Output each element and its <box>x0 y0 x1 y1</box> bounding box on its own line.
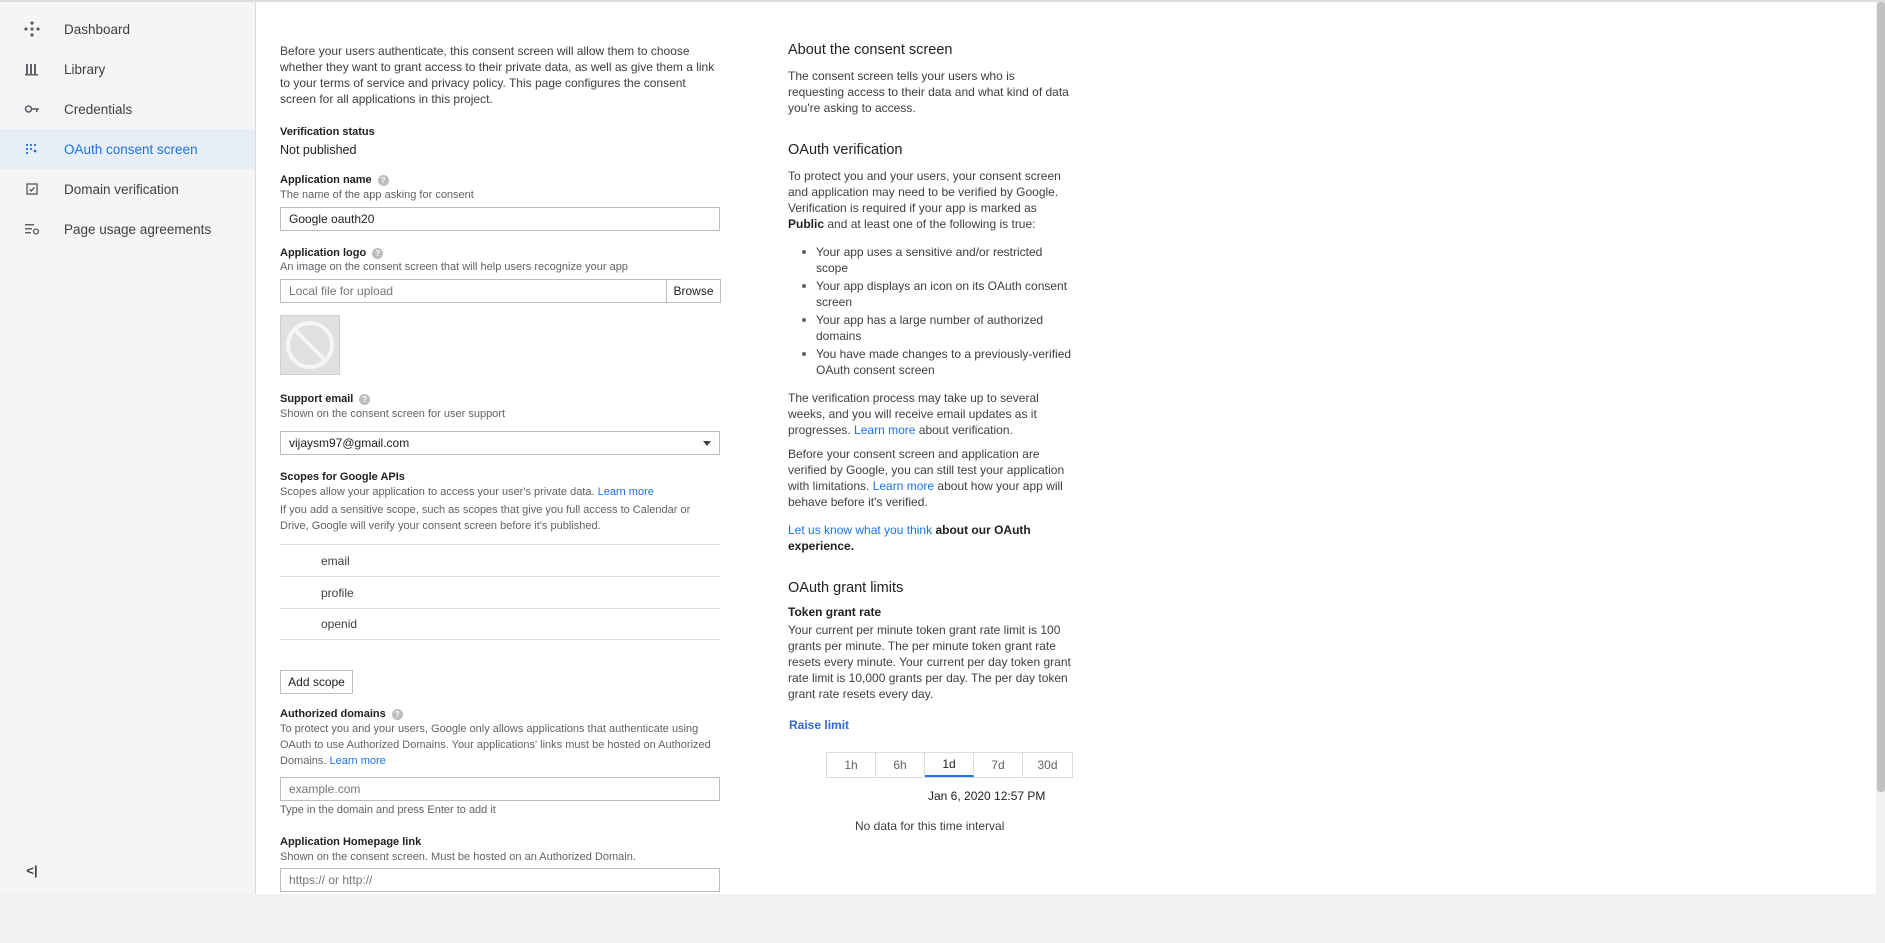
browse-button[interactable]: Browse <box>666 279 721 303</box>
sidebar-item-label: Domain verification <box>64 181 179 197</box>
process-text: The verification process may take up to several weeks, and you will receive email updates as it progresses. Learn more about verification. <box>788 391 1039 437</box>
app-logo-desc: An image on the consent screen that will help users recognize your app <box>280 261 628 273</box>
homepage-link-input[interactable]: https:// or http:// <box>280 868 720 892</box>
feedback-link[interactable]: Let us know what you think <box>788 523 933 537</box>
settings-list-icon <box>22 219 42 239</box>
verification-status-label: Verification status <box>280 126 375 138</box>
checkbox-icon <box>22 179 42 199</box>
list-item: You have made changes to a previously-verified OAuth consent screen <box>788 346 1073 378</box>
app-name-desc: The name of the app asking for consent <box>280 189 474 201</box>
help-icon[interactable]: ? <box>372 248 383 259</box>
scope-row[interactable]: email <box>280 544 720 576</box>
app-logo-label: Application logo ? <box>280 247 383 259</box>
dashboard-icon <box>22 19 42 39</box>
homepage-link-desc: Shown on the consent screen. Must be hosted on an Authorized Domain. <box>280 851 636 863</box>
library-icon <box>22 59 42 79</box>
sidebar-item-page-usage-agreements[interactable] <box>0 209 255 249</box>
bottom-strip <box>0 894 1885 943</box>
behavior-learn-more-link[interactable]: Learn more <box>872 479 935 493</box>
verification-text: To protect you and your users, your consent screen and application may need to be verified by Google. Verification is required if your app is marked as Public and at least one of the following is true: <box>788 169 1061 231</box>
logo-placeholder <box>280 315 340 375</box>
homepage-link-label: Application Homepage link <box>280 836 422 848</box>
intro-text: Before your users authenticate, this consent screen will allow them to choose whether they want to grant access to their private data, as well as give them a link to your terms of service and privacy policy. This page configures the consent screen for all applications in this project. <box>280 44 715 106</box>
sidebar-item-oauth-consent-screen[interactable] <box>0 129 255 169</box>
tab-7d[interactable]: 7d <box>974 753 1023 777</box>
scopes-learn-more-link[interactable]: Learn more <box>597 486 654 498</box>
help-icon[interactable]: ? <box>378 175 389 186</box>
tab-6h[interactable]: 6h <box>876 753 925 777</box>
about-title: About the consent screen <box>788 42 953 58</box>
verification-status-value: Not published <box>280 143 357 157</box>
scope-row[interactable]: openid <box>280 608 720 640</box>
dropdown-arrow-icon <box>703 441 711 446</box>
list-item: Your app has a large number of authorized domains <box>788 312 1073 344</box>
domains-learn-more-link[interactable]: Learn more <box>329 755 386 767</box>
token-rate-text: Your current per minute token grant rate limit is 100 grants per minute. The per minute token grant rate resets every minute. Your current per day token grant rate limit is 10,000 grants per day. The per day token grant rate resets every day. <box>788 623 1071 701</box>
scopes-desc: Scopes allow your application to access your user's private data. Learn more <box>280 486 654 498</box>
chart-timestamp: Jan 6, 2020 12:57 PM <box>928 789 1046 803</box>
collapse-sidebar-icon[interactable]: <| <box>26 862 38 878</box>
about-text: The consent screen tells your users who is requesting access to their data and what kind of data you're asking to access. <box>788 69 1069 115</box>
before-verified-text: Before your consent screen and application are verified by Google, you can still test your application with limitations. Learn more about how your app will behave before it's verified. <box>788 447 1065 509</box>
sidebar-item-dashboard[interactable] <box>0 9 255 49</box>
consent-icon <box>22 139 42 159</box>
raise-limit-link[interactable]: Raise limit <box>789 718 850 732</box>
sidebar-item-label: Page usage agreements <box>64 221 212 237</box>
authorized-domains-hint: Type in the domain and press Enter to add it <box>280 804 496 816</box>
scopes-desc2: If you add a sensitive scope, such as scopes that give you full access to Calendar or Drive, Google will verify your consent screen before it's published. <box>280 504 691 532</box>
sidebar <box>0 2 256 894</box>
support-email-label: Support email ? <box>280 393 370 405</box>
help-icon[interactable]: ? <box>392 709 403 720</box>
token-rate-label: Token grant rate <box>788 605 882 619</box>
add-scope-button[interactable]: Add scope <box>280 670 353 694</box>
verification-criteria-list <box>788 244 1073 380</box>
sidebar-item-label: Dashboard <box>64 21 131 37</box>
list-item: Your app uses a sensitive and/or restricted scope <box>788 244 1073 276</box>
help-icon[interactable]: ? <box>359 394 370 405</box>
feedback-text: Let us know what you think about our OAuth experience. <box>788 523 1031 553</box>
scopes-label: Scopes for Google APIs <box>280 471 405 483</box>
authorized-domains-desc: To protect you and your users, Google only allows applications that authenticate using OAuth to use Authorized Domains. Your applications' links must be hosted on Authorized Domains. Learn more <box>280 723 711 767</box>
verification-learn-more-link[interactable]: Learn more <box>854 423 916 437</box>
tab-1d[interactable]: 1d <box>925 753 974 777</box>
sidebar-item-label: Library <box>64 61 106 77</box>
authorized-domains-label: Authorized domains ? <box>280 708 403 720</box>
authorized-domain-input[interactable]: example.com <box>280 777 720 801</box>
sidebar-item-library[interactable] <box>0 49 255 89</box>
tab-30d[interactable]: 30d <box>1037 758 1058 772</box>
scrollbar-thumb[interactable] <box>1877 2 1885 792</box>
top-border <box>0 0 1885 2</box>
scope-row[interactable]: profile <box>280 576 720 608</box>
grant-limits-title: OAuth grant limits <box>788 580 904 596</box>
sidebar-item-label: Credentials <box>64 101 133 117</box>
app-name-label: Application name ? <box>280 174 389 186</box>
sidebar-item-label: OAuth consent screen <box>64 141 198 157</box>
logo-file-input[interactable]: Local file for upload <box>280 279 667 303</box>
sidebar-item-credentials[interactable] <box>0 89 255 129</box>
app-name-input[interactable]: Google oauth20 <box>280 207 720 231</box>
support-email-desc: Shown on the consent screen for user support <box>280 408 506 420</box>
no-data-message: No data for this time interval <box>855 819 1005 833</box>
time-range-tabs <box>826 752 1073 778</box>
verification-title: OAuth verification <box>788 142 903 158</box>
key-icon <box>22 99 42 119</box>
support-email-value: vijaysm97@gmail.com <box>289 436 410 450</box>
sidebar-item-domain-verification[interactable] <box>0 169 255 209</box>
tab-1h[interactable]: 1h <box>827 753 876 777</box>
no-image-icon <box>284 319 336 371</box>
list-item: Your app displays an icon on its OAuth consent screen <box>788 278 1073 310</box>
support-email-select[interactable] <box>280 431 720 455</box>
